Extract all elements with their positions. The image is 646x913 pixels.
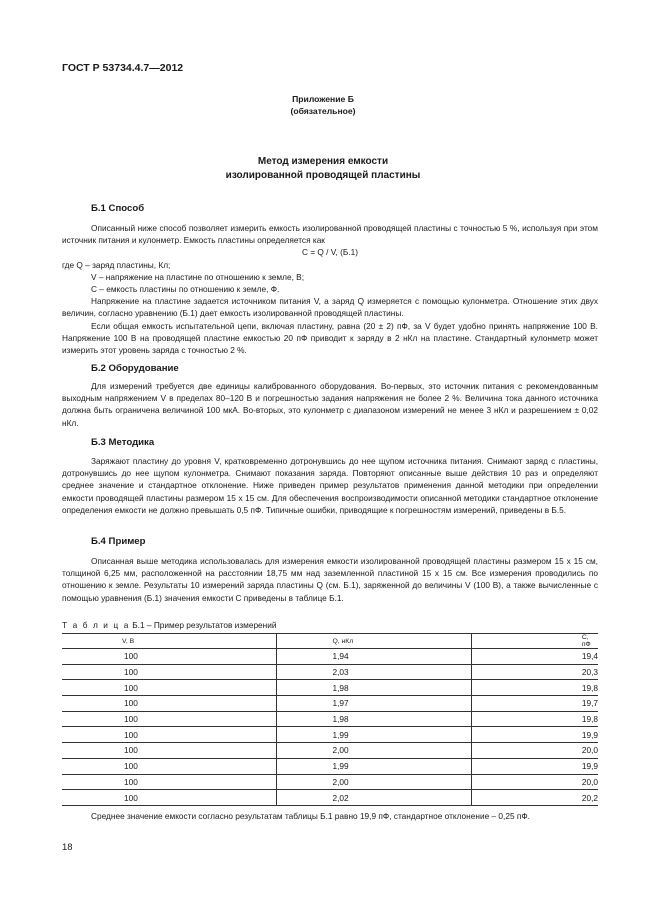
method-title: [0, 155, 646, 183]
table-row: [62, 774, 598, 790]
cell-capacitance: 20,0: [471, 774, 598, 790]
cell-charge: 1,97: [277, 696, 471, 712]
section-b4-paragraph-1: Описанная выше методика использовалась для измерения емкости изолированной проводящей пластины размером 15 х 15 см, толщиной 6,25 мм, расположенной на расстоянии 18,75 мм над заземленной пластиной 15 х 15 см. Все измерения проводились по отношению к земле. Результаты 10 измерений заряда пластины Q (см. Б.1), заряженной до величины V (100 В), а также вычисленные с помощью уравнения (Б.1) значения емкости C приведены в таблице Б.1.: [62, 556, 598, 603]
appendix-title: Приложение Б: [292, 94, 354, 104]
table-body: [62, 649, 598, 806]
table-row: [62, 790, 598, 806]
cell-charge: 2,03: [277, 664, 471, 680]
table-row: [62, 727, 598, 743]
cell-voltage: 100: [62, 680, 277, 696]
cell-capacitance: 19,8: [471, 680, 598, 696]
section-b2-heading: Б.2 Оборудование: [91, 363, 179, 374]
cell-charge: 1,98: [277, 711, 471, 727]
section-b1-paragraph-3: Если общая емкость испытательной цепи, включая пластину, равна (20 ± 2) пФ, за V будет удобно принять напряжение 100 В. Напряжение 100 В на проводящей пластине емкостью 20 пФ приводит к заряду в 2 нКл на пластине. Стандартный кулонметр может измерить этот уровень заряда с точностью 2 %.: [62, 320, 598, 356]
cell-voltage: 100: [62, 696, 277, 712]
table-caption-text: Б.1 – Пример результатов измерений: [132, 620, 277, 630]
definition-c: C – емкость пластины по отношению к земле, Ф.: [91, 284, 280, 295]
table-summary-note: Среднее значение емкости согласно результатам таблицы Б.1 равно 19,9 пФ, стандартное отклонение – 0,25 пФ.: [91, 811, 530, 821]
cell-charge: 2,00: [277, 743, 471, 759]
cell-voltage: 100: [62, 649, 277, 665]
method-title-line2: изолированной проводящей пластины: [225, 170, 421, 181]
page-number: 18: [62, 842, 73, 853]
definition-q: где Q – заряд пластины, Кл;: [62, 259, 171, 270]
table-row: [62, 649, 598, 665]
results-table: [62, 633, 598, 806]
section-b2-paragraph-1: Для измерений требуется две единицы калиброванного оборудования. Во-первых, это источник питания с рекомендованным выходным напряжением V в пределах 80–120 В и погрешностью задания напряжения не более 2 %. Величина тока данного источника должна быть ограничена величиной 100 мкА. Во-вторых, это кулонметр с диапазоном измерений не менее 3 нКл и разрешением ± 0,02 нКл.: [62, 381, 598, 428]
section-b4-body: [62, 555, 598, 604]
cell-charge: 1,94: [277, 649, 471, 665]
column-header-c: C, пФ: [471, 634, 598, 649]
section-b4-heading: Б.4 Пример: [91, 536, 146, 547]
section-b3-body: [62, 455, 598, 516]
cell-capacitance: 19,7: [471, 696, 598, 712]
cell-voltage: 100: [62, 743, 277, 759]
formula-b1: C = Q / V, (Б.1): [301, 247, 359, 258]
cell-capacitance: 19,8: [471, 711, 598, 727]
column-header-q: Q, нКл: [277, 634, 471, 649]
section-b3-heading: Б.3 Методика: [91, 437, 155, 448]
cell-capacitance: 19,9: [471, 758, 598, 774]
table-row: [62, 664, 598, 680]
cell-voltage: 100: [62, 727, 277, 743]
section-b1-body: [62, 222, 598, 356]
cell-charge: 1,98: [277, 680, 471, 696]
appendix-status: (обязательное): [290, 106, 356, 116]
cell-voltage: 100: [62, 790, 277, 806]
section-b2-body: [62, 380, 598, 429]
table-row: [62, 680, 598, 696]
cell-charge: 2,02: [277, 790, 471, 806]
table-caption-prefix: Т а б л и ц а: [62, 620, 130, 630]
method-title-line1: Метод измерения емкости: [257, 156, 389, 167]
cell-charge: 2,00: [277, 774, 471, 790]
table-caption: [62, 620, 277, 630]
appendix-heading: [0, 93, 646, 117]
table-row: [62, 711, 598, 727]
cell-capacitance: 20,2: [471, 790, 598, 806]
cell-charge: 1,99: [277, 727, 471, 743]
table-row: [62, 696, 598, 712]
column-header-v: V, В: [62, 634, 277, 649]
definition-v: V – напряжение на пластине по отношению к земле, В;: [91, 271, 305, 282]
cell-capacitance: 20,0: [471, 743, 598, 759]
cell-capacitance: 19,9: [471, 727, 598, 743]
cell-voltage: 100: [62, 664, 277, 680]
cell-capacitance: 19,4: [471, 649, 598, 665]
section-b1-paragraph-1: Описанный ниже способ позволяет измерить емкость изолированной проводящей пластины с точностью 5 %, используя при этом источник питания и кулонметр. Емкость пластины определяется как: [62, 223, 598, 246]
cell-voltage: 100: [62, 758, 277, 774]
cell-voltage: 100: [62, 774, 277, 790]
table-row: [62, 758, 598, 774]
table-row: [62, 743, 598, 759]
cell-charge: 1,99: [277, 758, 471, 774]
cell-capacitance: 20,3: [471, 664, 598, 680]
cell-voltage: 100: [62, 711, 277, 727]
section-b1-paragraph-2: Напряжение на пластине задается источником питания V, а заряд Q измеряется с помощью кулонметра. Отношение этих двух величин, согласно уравнению (Б.1) дает емкость изолированной проводящей пластины.: [62, 296, 598, 319]
document-code: ГОСТ Р 53734.4.7—2012: [62, 62, 184, 74]
table-header-row: [62, 634, 598, 649]
section-b1-heading: Б.1 Способ: [91, 203, 145, 214]
section-b3-paragraph-1: Заряжают пластину до уровня V, кратковременно дотронувшись до нее щупом источника питания. Снимают заряд с пластины, дотронувшись до нее щупом кулонметра. Снимают показания заряда. Повторяют описанные выше действия 10 раз и определяют среднее значение и стандартное отклонение. Ниже приведен пример результатов применения данной методики при определении емкости проводящей пластины размером 15 х 15 см. Для обеспечения воспроизводимости описанной методики стандартное отклонение определения емкости не должно превышать 0,5 пФ. Типичные ошибки, приводящие к погрешностям измерений, приведены в Б.5.: [62, 456, 598, 515]
